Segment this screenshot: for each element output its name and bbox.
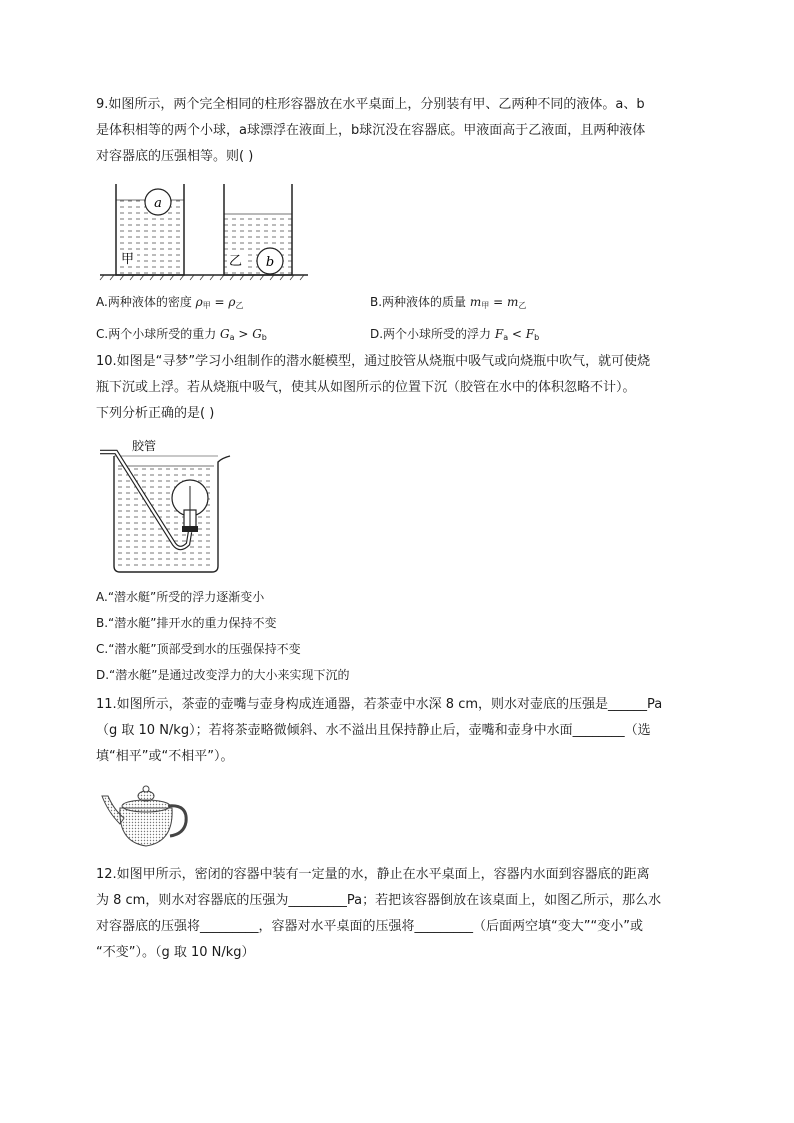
q9-containers-figure: [96, 180, 312, 282]
q12-line-2: 为 8 cm，则水对容器底的压强为_________Pa；若把该容器倒放在该桌面上，如图乙所示，那么水: [96, 893, 662, 908]
q11-line-3: 填“相平”或“不相平”）。: [96, 749, 234, 764]
q12-line-4: “不变”）。（g 取 10 N/kg）: [96, 945, 255, 960]
label-jia: 甲: [121, 252, 135, 267]
q10-line-3: 下列分析正确的是( ): [96, 406, 215, 421]
q9-option-d[interactable]: D.两个小球所受的浮力 $F_a < F_b$: [370, 327, 540, 342]
ball-b-label: b: [265, 255, 275, 270]
q11-line-1: 11.如图所示，茶壶的壶嘴与壶身构成连通器，若茶壶中水深 8 cm，则水对壶底的压强是______Pa: [96, 697, 663, 712]
q12-line-1: 12.如图甲所示，密闭的容器中装有一定量的水，静止在水平桌面上，容器内水面到容器底的距离: [96, 867, 650, 882]
q9-option-c[interactable]: C.两个小球所受的重力 $G_a > G_b$: [96, 327, 267, 342]
q10-option-b[interactable]: B.“潜水艇”排开水的重力保持不变: [96, 616, 277, 630]
label-yi: 乙: [229, 254, 243, 269]
q11-line-2: （g 取 10 N/kg）；若将茶壶略微倾斜、水不溢出且保持静止后，壶嘴和壶身中水面________（选: [96, 723, 651, 738]
tube-label: 胶管: [132, 439, 157, 453]
q11-teapot-figure: [98, 782, 194, 852]
q9-line-2: 是体积相等的两个小球，a球漂浮在液面上，b球沉没在容器底。甲液面高于乙液面，且两种液体: [96, 123, 646, 138]
q10-option-a[interactable]: A.“潜水艇”所受的浮力逐渐变小: [96, 590, 265, 604]
q9-option-b[interactable]: B.两种液体的质量 $m_甲 = m_乙$: [370, 295, 527, 310]
q10-line-2: 瓶下沉或上浮。若从烧瓶中吸气，使其从如图所示的位置下沉（胶管在水中的体积忽略不计）。: [96, 380, 636, 395]
ball-a-label: a: [154, 196, 162, 211]
q10-option-c[interactable]: C.“潜水艇”顶部受到水的压强保持不变: [96, 642, 301, 656]
q10-option-d[interactable]: D.“潜水艇”是通过改变浮力的大小来实现下沉的: [96, 668, 350, 682]
q10-submarine-figure: [94, 436, 236, 576]
q10-line-1: 10.如图是“寻梦”学习小组制作的潜水艇模型，通过胶管从烧瓶中吸气或向烧瓶中吹气，就可使烧: [96, 354, 651, 369]
q12-line-3: 对容器底的压强将_________，容器对水平桌面的压强将_________（后面两空填“变大”“变小”或: [96, 919, 643, 934]
q9-line-1: 9.如图所示，两个完全相同的柱形容器放在水平桌面上，分别装有甲、乙两种不同的液体。a、b: [96, 97, 645, 112]
q9-line-3: 对容器底的压强相等。则( ): [96, 149, 254, 164]
q9-option-a[interactable]: A.两种液体的密度 $\rho_甲 = \rho_乙$: [96, 295, 244, 310]
